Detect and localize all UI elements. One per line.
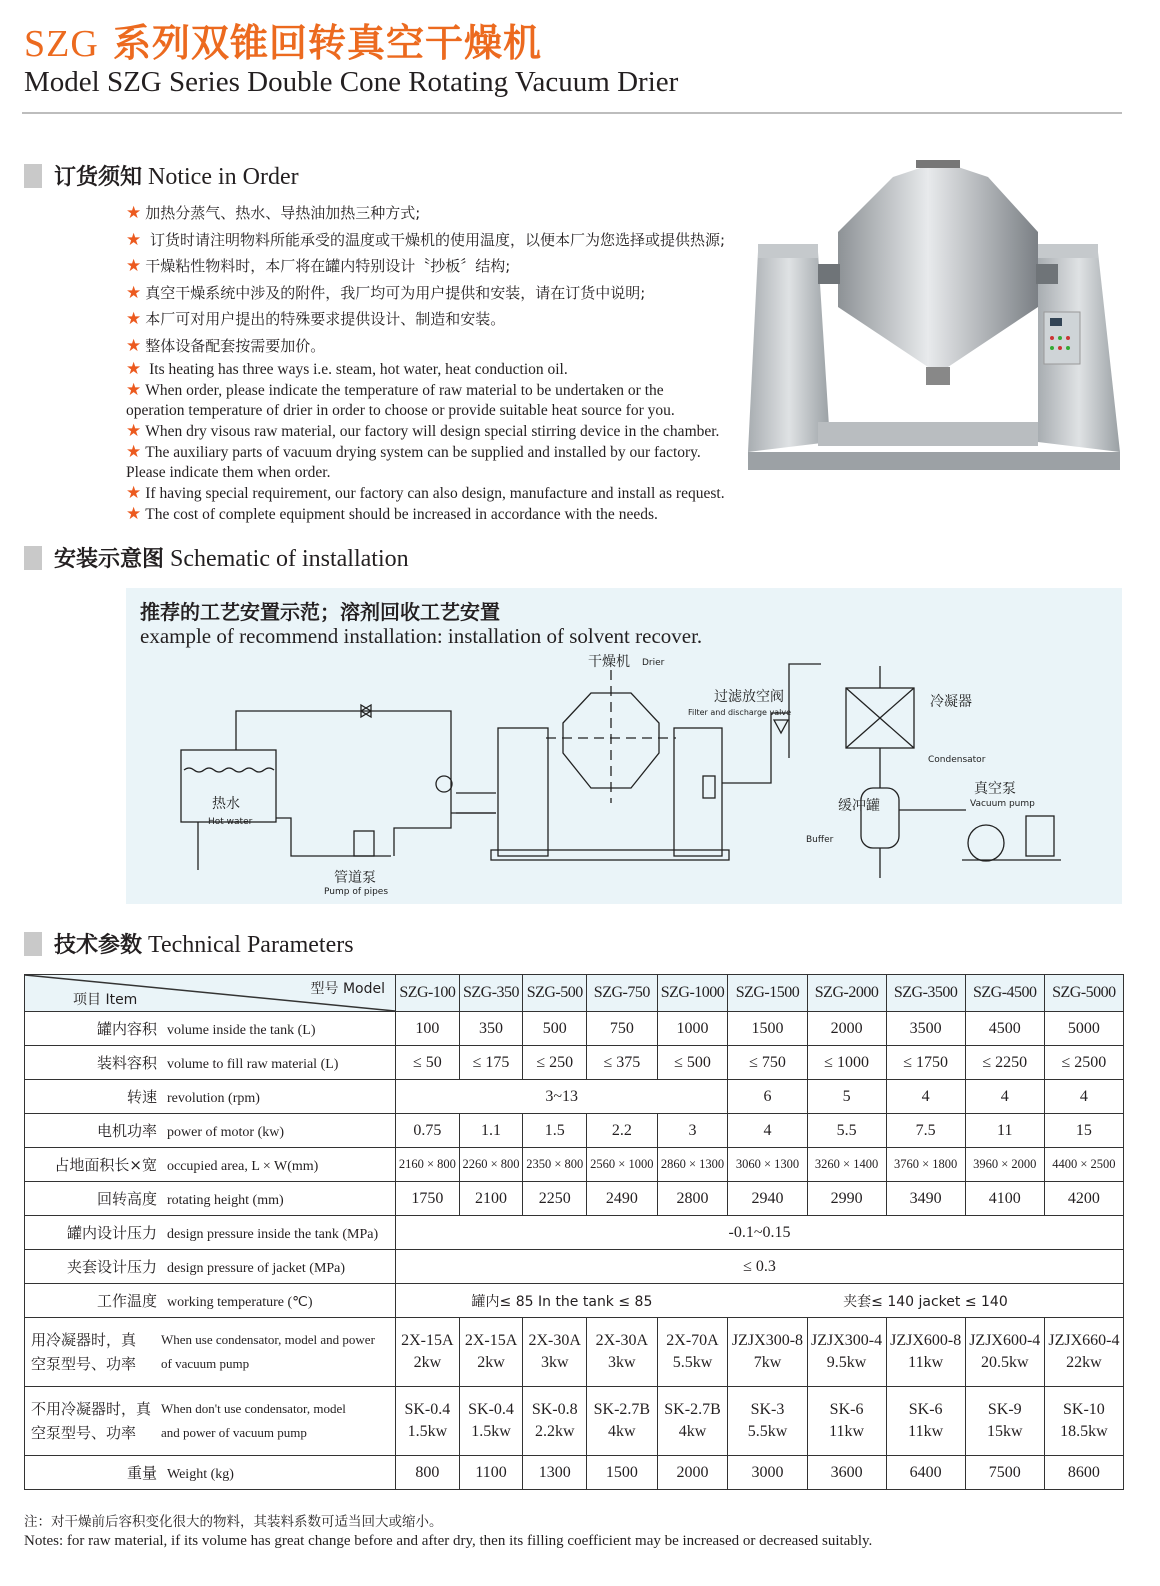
notice-item	[126, 463, 738, 483]
model-header: SZG-350	[459, 975, 523, 1012]
table-cell: 4	[1044, 1080, 1123, 1114]
notice-text: The auxiliary parts of vacuum drying system can be supplied and installed by our factory.	[145, 444, 701, 461]
section-heading-params	[24, 928, 354, 959]
star-icon: ★	[126, 421, 142, 440]
table-cell: 2800	[657, 1182, 728, 1216]
table-cell: 2100	[459, 1182, 523, 1216]
table-cell: 8600	[1044, 1456, 1123, 1490]
table-cell: JZJX300-8 7kw	[728, 1318, 807, 1387]
table-cell: ≤ 2500	[1044, 1046, 1123, 1080]
label-valve-en: Filter and discharge valve	[688, 708, 791, 717]
table-row	[25, 1114, 1124, 1148]
label-drier-cn: 干燥机	[588, 654, 630, 670]
row-label-cn: 罐内设计压力	[66, 1224, 157, 1242]
installation-schematic	[126, 588, 1122, 904]
table-cell: SK-2.7B 4kw	[587, 1387, 658, 1456]
model-header: SZG-4500	[965, 975, 1044, 1012]
section-heading-schematic	[24, 542, 409, 573]
table-cell: 4200	[1044, 1182, 1123, 1216]
notice-item	[126, 483, 738, 504]
label-pump-en: Pump of pipes	[324, 887, 389, 897]
notice-text: When dry visous raw material, our factory will design special stirring device in the chamber.	[145, 423, 720, 440]
row-label	[25, 1046, 396, 1080]
table-cell: 100	[396, 1012, 460, 1046]
heading-en: Notice in Order	[148, 164, 299, 190]
model-header: SZG-500	[523, 975, 587, 1012]
row-label-cn: 转速	[126, 1088, 157, 1106]
section-heading-notice	[24, 160, 299, 191]
heading-en: Technical Parameters	[148, 932, 354, 958]
star-icon: ★	[126, 203, 142, 223]
table-cell: ≤ 2250	[965, 1046, 1044, 1080]
table-cell: 1.5	[523, 1114, 587, 1148]
table-row	[25, 1080, 1124, 1114]
table-cell: SK-9 15kw	[965, 1387, 1044, 1456]
table-cell: 6400	[886, 1456, 965, 1490]
star-icon: ★	[126, 442, 142, 461]
table-cell: 1000	[657, 1012, 728, 1046]
row-label	[25, 1250, 396, 1284]
table-cell: ≤ 750	[728, 1046, 807, 1080]
page-title-cn	[24, 12, 542, 67]
label-hotwater-cn: 热水	[212, 796, 240, 812]
row-label-en: Weight (kg)	[167, 1467, 234, 1482]
technical-parameters-table	[24, 974, 1124, 1490]
row-label	[25, 1182, 396, 1216]
title-cn-text: 系列双锥回转真空干燥机	[113, 21, 543, 65]
table-cell: ≤ 175	[459, 1046, 523, 1080]
table-cell: 2260 × 800	[459, 1148, 523, 1182]
row-label	[25, 1148, 396, 1182]
table-cell: -0.1~0.15	[396, 1216, 1124, 1250]
table-cell: 4	[728, 1114, 807, 1148]
table-cell: JZJX600-4 20.5kw	[965, 1318, 1044, 1387]
table-row	[25, 1046, 1124, 1080]
row-label-en: design pressure of jacket (MPa)	[167, 1261, 346, 1276]
table-header-row	[25, 975, 1124, 1012]
label-valve-cn: 过滤放空阀	[714, 689, 784, 705]
heading-cn: 技术参数	[54, 933, 143, 958]
model-header: SZG-1000	[657, 975, 728, 1012]
row-label-en: rotating height (mm)	[167, 1193, 284, 1208]
table-cell: 3490	[886, 1182, 965, 1216]
row-label-en: power of motor (kw)	[167, 1125, 285, 1140]
table-cell: 3260 × 1400	[807, 1148, 886, 1182]
row-label-cn: 不用冷凝器时，真 空泵型号、功率	[31, 1400, 152, 1442]
row-label-en: working temperature (℃)	[167, 1295, 313, 1310]
table-cell: ≤ 0.3	[396, 1250, 1124, 1284]
row-label-cn: 用冷凝器时，真 空泵型号、功率	[31, 1331, 137, 1373]
row-label-cn: 夹套设计压力	[66, 1258, 157, 1276]
table-cell: 1500	[587, 1456, 658, 1490]
table-cell: 4	[886, 1080, 965, 1114]
notice-text: When order, please indicate the temperature of raw material to be undertaken or the	[145, 382, 664, 399]
table-cell: 2940	[728, 1182, 807, 1216]
table-cell: 4500	[965, 1012, 1044, 1046]
notice-item	[126, 227, 738, 254]
table-cell: 3960 × 2000	[965, 1148, 1044, 1182]
table-cell: JZJX600-8 11kw	[886, 1318, 965, 1387]
label-hotwater-en: Hot water	[208, 817, 253, 827]
notice-item	[126, 333, 738, 360]
label-condenser-en: Condensator	[928, 755, 986, 765]
table-cell: 4100	[965, 1182, 1044, 1216]
item-en: Item	[105, 992, 138, 1008]
notice-text: 整体设备配套按需要加价。	[145, 336, 326, 355]
star-icon: ★	[126, 256, 142, 276]
table-cell: 6	[728, 1080, 807, 1114]
row-label	[25, 1080, 396, 1114]
notice-text: operation temperature of drier in order to choose or provide suitable heat source for you.	[126, 402, 675, 419]
label-buffer-cn: 缓冲罐	[838, 798, 880, 814]
table-cell: 7.5	[886, 1114, 965, 1148]
table-cell: 0.75	[396, 1114, 460, 1148]
label-vacuum-en: Vacuum pump	[970, 799, 1035, 809]
table-row	[25, 1012, 1124, 1046]
notice-item	[126, 504, 738, 525]
table-cell: 1300	[523, 1456, 587, 1490]
page-title-en: Model SZG Series Double Cone Rotating Vacuum Drier	[24, 66, 679, 98]
table-cell: ≤ 1000	[807, 1046, 886, 1080]
table-cell: 1100	[459, 1456, 523, 1490]
row-label-en: When use condensator, model and power of vacuum pump	[161, 1332, 375, 1371]
table-cell: 11	[965, 1114, 1044, 1148]
table-row	[25, 1182, 1124, 1216]
row-label	[25, 1387, 396, 1456]
table-cell: SK-10 18.5kw	[1044, 1387, 1123, 1456]
notice-text: 订货时请注明物料所能承受的温度或干燥机的使用温度，以便本厂为您选择或提供热源;	[145, 230, 726, 249]
table-cell: 2860 × 1300	[657, 1148, 728, 1182]
notice-text: Please indicate them when order.	[126, 464, 331, 481]
table-cell: 2X-15A 2kw	[459, 1318, 523, 1387]
row-label-cn: 罐内容积	[96, 1020, 157, 1038]
table-cell: 罐内≤ 85 In the tank ≤ 85	[396, 1284, 728, 1318]
model-header: SZG-100	[396, 975, 460, 1012]
table-cell: 3000	[728, 1456, 807, 1490]
table-row	[25, 1148, 1124, 1182]
notice-item	[126, 280, 738, 307]
label-buffer-en: Buffer	[806, 835, 834, 845]
notice-item	[126, 421, 738, 442]
heading-en: Schematic of installation	[170, 546, 409, 572]
model-header: SZG-3500	[886, 975, 965, 1012]
table-cell: 7500	[965, 1456, 1044, 1490]
label-condenser-cn: 冷凝器	[930, 694, 972, 710]
row-label-cn: 回转高度	[96, 1190, 157, 1208]
label-pump-cn: 管道泵	[334, 870, 376, 886]
schematic-subtitle-cn: 推荐的工艺安置示范；溶剂回收工艺安置	[140, 600, 500, 624]
table-cell: 2560 × 1000	[587, 1148, 658, 1182]
row-label	[25, 1318, 396, 1387]
table-row	[25, 1387, 1124, 1456]
row-label	[25, 1012, 396, 1046]
table-cell: 2X-15A 2kw	[396, 1318, 460, 1387]
model-header: SZG-1500	[728, 975, 807, 1012]
table-cell: 3600	[807, 1456, 886, 1490]
table-cell: SK-0.8 2.2kw	[523, 1387, 587, 1456]
row-label-en: revolution (rpm)	[167, 1091, 260, 1106]
table-cell: JZJX300-4 9.5kw	[807, 1318, 886, 1387]
table-cell: 5.5	[807, 1114, 886, 1148]
row-label-en: volume inside the tank (L)	[167, 1023, 316, 1038]
table-cell: 3500	[886, 1012, 965, 1046]
star-icon: ★	[126, 309, 142, 329]
table-cell: ≤ 1750	[886, 1046, 965, 1080]
table-cell: 2000	[807, 1012, 886, 1046]
table-cell: 2160 × 800	[396, 1148, 460, 1182]
table-cell: 2000	[657, 1456, 728, 1490]
row-label-cn: 工作温度	[96, 1292, 157, 1310]
header-model	[311, 978, 386, 998]
row-label	[25, 1456, 396, 1490]
section-marker	[24, 932, 42, 956]
table-row	[25, 1318, 1124, 1387]
table-cell: SK-6 11kw	[886, 1387, 965, 1456]
table-cell: 4400 × 2500	[1044, 1148, 1123, 1182]
table-cell: SK-0.4 1.5kw	[396, 1387, 460, 1456]
label-drier-en: Drier	[642, 658, 665, 668]
row-label-cn: 电机功率	[96, 1122, 157, 1140]
notice-item	[126, 380, 738, 401]
notice-list	[126, 200, 738, 525]
notice-item	[126, 359, 738, 380]
table-cell: JZJX660-4 22kw	[1044, 1318, 1123, 1387]
table-cell: 2.2	[587, 1114, 658, 1148]
star-icon: ★	[126, 359, 142, 378]
section-marker	[24, 164, 42, 188]
row-label	[25, 1284, 396, 1318]
model-header: SZG-2000	[807, 975, 886, 1012]
table-cell: 1750	[396, 1182, 460, 1216]
header-item	[73, 989, 137, 1009]
model-cn: 型号	[310, 981, 339, 997]
notice-item	[126, 200, 738, 227]
table-cell: 3060 × 1300	[728, 1148, 807, 1182]
header-corner-cell	[25, 975, 396, 1012]
star-icon: ★	[126, 483, 142, 502]
row-label-en: design pressure inside the tank (MPa)	[167, 1227, 379, 1242]
table-cell: 2X-30A 3kw	[523, 1318, 587, 1387]
section-marker	[24, 546, 42, 570]
row-label-cn: 重量	[126, 1464, 157, 1482]
table-cell: SK-6 11kw	[807, 1387, 886, 1456]
note-en: Notes: for raw material, if its volume has great change before and after dry, then its filling coefficient may be increased or decreased suitably.	[24, 1533, 873, 1549]
model-header: SZG-5000	[1044, 975, 1123, 1012]
star-icon: ★	[126, 229, 142, 250]
notice-text: If having special requirement, our factory can also design, manufacture and install as request.	[145, 485, 725, 502]
notice-item	[126, 253, 738, 280]
table-cell: 350	[459, 1012, 523, 1046]
table-cell: 2X-30A 3kw	[587, 1318, 658, 1387]
row-label-cn: 占地面积长×宽	[54, 1156, 157, 1174]
table-cell: 1.1	[459, 1114, 523, 1148]
table-cell: 800	[396, 1456, 460, 1490]
star-icon: ★	[126, 335, 142, 356]
notice-text: The cost of complete equipment should be increased in accordance with the needs.	[145, 506, 658, 523]
item-cn: 项目	[73, 992, 101, 1008]
schematic-subtitle-en: example of recommend installation: installation of solvent recover.	[140, 624, 703, 648]
divider	[22, 112, 1122, 114]
table-cell: 3760 × 1800	[886, 1148, 965, 1182]
table-cell: 2990	[807, 1182, 886, 1216]
note-cn: 注：对干燥前后容积变化很大的物料，其装料系数可适当回大或缩小。	[24, 1514, 443, 1530]
table-cell: ≤ 500	[657, 1046, 728, 1080]
star-icon: ★	[126, 380, 142, 399]
row-label	[25, 1216, 396, 1250]
model-en: Model	[342, 981, 385, 997]
table-cell: 500	[523, 1012, 587, 1046]
row-label-en: When don't use condensator, model and power of vacuum pump	[161, 1401, 346, 1440]
table-cell: SK-0.4 1.5kw	[459, 1387, 523, 1456]
notice-text: 真空干燥系统中涉及的附件，我厂均可为用户提供和安装，请在订货中说明;	[145, 283, 646, 302]
table-cell: 2X-70A 5.5kw	[657, 1318, 728, 1387]
table-row	[25, 1250, 1124, 1284]
table-cell: ≤ 50	[396, 1046, 460, 1080]
table-cell: 4	[965, 1080, 1044, 1114]
table-cell: 5000	[1044, 1012, 1123, 1046]
notice-item	[126, 442, 738, 463]
table-cell: SK-2.7B 4kw	[657, 1387, 728, 1456]
notice-text: 本厂可对用户提出的特殊要求提供设计、制造和安装。	[145, 310, 506, 328]
notice-text: 干燥粘性物料时，本厂将在罐内特别设计〝抄板〞结构;	[145, 257, 511, 275]
table-cell: 1500	[728, 1012, 807, 1046]
star-icon: ★	[126, 282, 142, 303]
table-cell: SK-3 5.5kw	[728, 1387, 807, 1456]
table-row	[25, 1284, 1124, 1318]
heading-cn: 安装示意图	[54, 547, 165, 572]
row-label	[25, 1114, 396, 1148]
table-cell: 2490	[587, 1182, 658, 1216]
notice-item	[126, 401, 738, 421]
heading-cn: 订货须知	[54, 165, 143, 190]
notice-item	[126, 306, 738, 333]
table-cell: 5	[807, 1080, 886, 1114]
row-label-en: occupied area, L × W(mm)	[167, 1159, 319, 1174]
table-cell: 2250	[523, 1182, 587, 1216]
notice-text: Its heating has three ways i.e. steam, hot water, heat conduction oil.	[145, 361, 568, 378]
table-cell: 15	[1044, 1114, 1123, 1148]
notice-text: 加热分蒸气、热水、导热油加热三种方式;	[145, 204, 421, 222]
table-cell: 750	[587, 1012, 658, 1046]
drier-photo	[748, 152, 1120, 470]
table-cell: 3	[657, 1114, 728, 1148]
table-cell: 3~13	[396, 1080, 728, 1114]
row-label-en: volume to fill raw material (L)	[167, 1057, 339, 1072]
table-cell: 夹套≤ 140 jacket ≤ 140	[728, 1284, 1124, 1318]
schematic-diagram	[126, 588, 1122, 904]
title-prefix: SZG	[24, 23, 99, 65]
row-label-cn: 装料容积	[96, 1054, 157, 1072]
star-icon: ★	[126, 504, 142, 523]
table-row	[25, 1456, 1124, 1490]
label-vacuum-cn: 真空泵	[974, 781, 1016, 797]
table-cell: ≤ 375	[587, 1046, 658, 1080]
model-header: SZG-750	[587, 975, 658, 1012]
table-cell: 2350 × 800	[523, 1148, 587, 1182]
table-cell: ≤ 250	[523, 1046, 587, 1080]
table-row	[25, 1216, 1124, 1250]
